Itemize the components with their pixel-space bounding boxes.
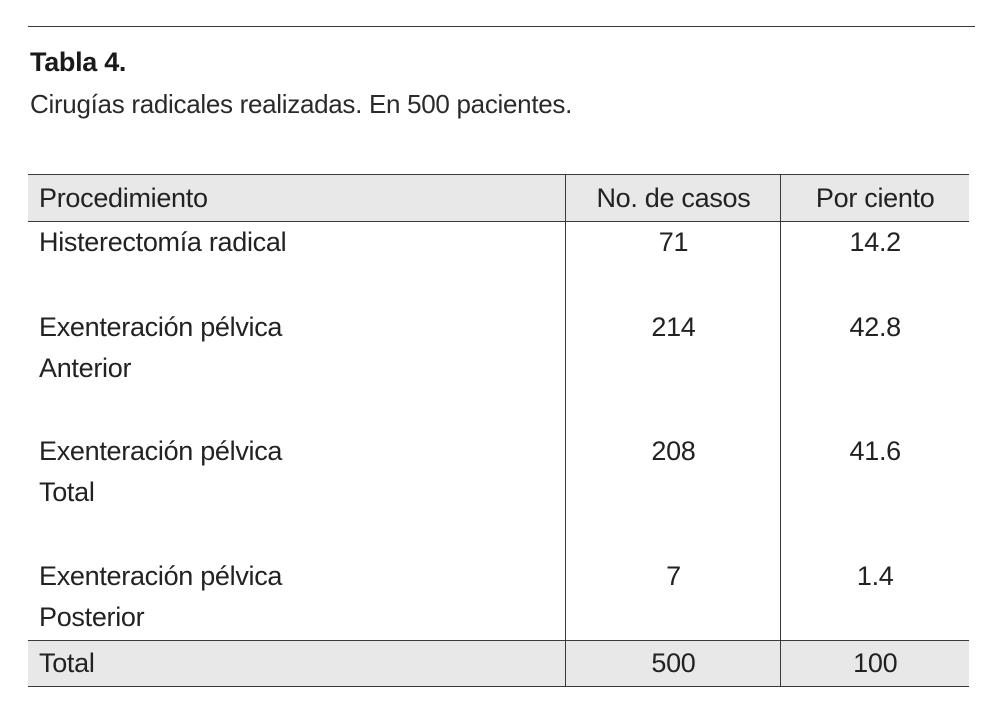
procedure-line1: Histerectomía radical <box>39 227 287 257</box>
table-row <box>28 431 969 556</box>
percent-cell: 41.6 <box>781 431 969 556</box>
cases-cell: 208 <box>566 431 781 556</box>
procedure-line1: Exenteración pélvica <box>39 560 283 591</box>
total-cases: 500 <box>566 641 781 687</box>
header-percent: Por ciento <box>781 175 969 222</box>
percent-cell: 1.4 <box>781 556 969 641</box>
procedure-line2: Posterior <box>39 601 145 632</box>
percent-cell: 14.2 <box>781 222 969 307</box>
table-caption: Cirugías radicales realizadas. En 500 pacientes. <box>30 89 573 119</box>
cases-cell: 214 <box>566 307 781 431</box>
table-title: Tabla 4. <box>30 47 127 77</box>
header-procedure: Procedimiento <box>28 175 566 222</box>
header-row <box>28 175 969 222</box>
procedure-cell <box>28 222 566 307</box>
procedure-line1: Exenteración pélvica <box>39 435 283 466</box>
total-percent: 100 <box>781 641 969 687</box>
procedure-cell <box>28 431 566 556</box>
header-cases: No. de casos <box>566 175 781 222</box>
percent-cell: 42.8 <box>781 307 969 431</box>
cases-cell: 7 <box>566 556 781 641</box>
table-body <box>28 222 969 641</box>
table-row <box>28 556 969 641</box>
table-row <box>28 222 969 307</box>
procedure-cell <box>28 556 566 641</box>
total-label: Total <box>28 641 566 687</box>
top-rule <box>28 26 975 27</box>
table-row <box>28 307 969 431</box>
procedure-line2: Total <box>39 476 95 507</box>
procedure-line1: Exenteración pélvica <box>39 311 283 342</box>
procedure-cell <box>28 307 566 431</box>
total-row <box>28 641 969 687</box>
table-footer <box>28 641 969 687</box>
surgery-table <box>28 174 969 687</box>
cases-cell: 71 <box>566 222 781 307</box>
procedure-line2: Anterior <box>39 352 132 383</box>
table-header <box>28 175 969 222</box>
